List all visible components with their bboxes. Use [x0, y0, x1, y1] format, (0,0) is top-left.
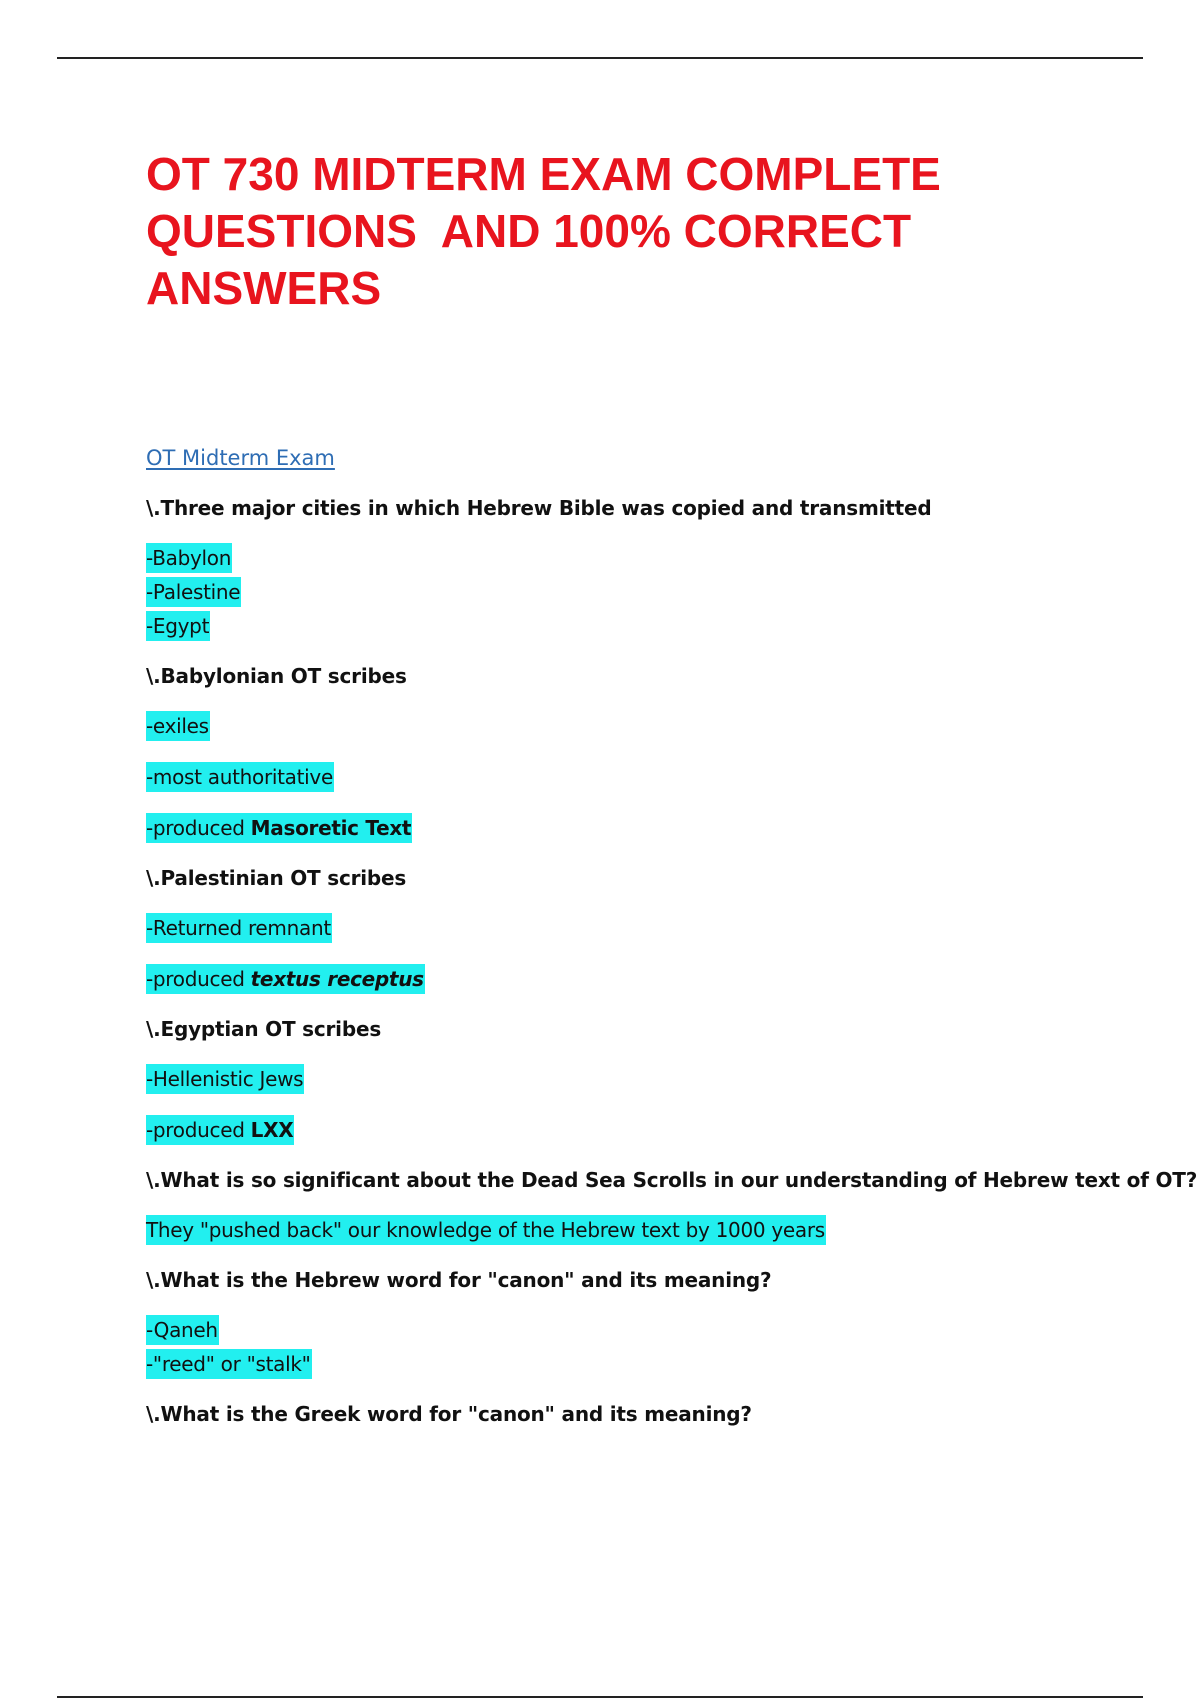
answer-emphasis: LXX	[250, 1118, 294, 1142]
answer-group-palestinian	[146, 916, 1106, 991]
answer-emphasis-italic: textus receptus	[250, 967, 424, 991]
answer-emphasis: Masoretic Text	[250, 816, 412, 840]
header-rule	[57, 57, 1143, 59]
answer-line	[146, 1218, 1106, 1242]
answer-highlight: -Hellenistic Jews	[146, 1064, 304, 1094]
answer-line	[146, 967, 1106, 991]
answer-line	[146, 580, 1106, 604]
answer-highlight	[146, 813, 412, 843]
answer-line	[146, 916, 1106, 940]
answer-highlight: -Babylon	[146, 543, 232, 573]
answer-highlight	[146, 1115, 294, 1145]
answer-prefix: -produced	[146, 1118, 251, 1142]
answer-prefix: -produced	[146, 816, 251, 840]
section-heading-link[interactable]: OT Midterm Exam	[146, 446, 335, 470]
answer-highlight	[146, 964, 425, 994]
answer-line	[146, 765, 1106, 789]
answer-highlight: -Returned remnant	[146, 913, 332, 943]
question-egyptian-scribes: \.Egyptian OT scribes	[146, 1017, 382, 1041]
answer-highlight: They "pushed back" our knowledge of the Hebrew text by 1000 years	[146, 1215, 826, 1245]
answer-group-babylonian	[146, 714, 1106, 840]
question-cities: \.Three major cities in which Hebrew Bible was copied and transmitted	[146, 496, 932, 520]
question-dead-sea-scrolls: \.What is so significant about the Dead Sea Scrolls in our understanding of Hebrew text of OT?	[146, 1168, 1198, 1192]
question-hebrew-canon: \.What is the Hebrew word for "canon" and its meaning?	[146, 1268, 772, 1292]
answer-group-dead-sea-scrolls	[146, 1218, 1106, 1242]
answer-line	[146, 1067, 1106, 1091]
answer-highlight: -Egypt	[146, 611, 210, 641]
answer-highlight: -Palestine	[146, 577, 241, 607]
question-greek-canon: \.What is the Greek word for "canon" and its meaning?	[146, 1402, 752, 1426]
answer-line	[146, 816, 1106, 840]
answer-line	[146, 614, 1106, 638]
answer-highlight: -"reed" or "stalk"	[146, 1349, 312, 1379]
answer-line	[146, 1118, 1106, 1142]
document-title: OT 730 MIDTERM EXAM COMPLETE QUESTIONS AND 100% CORRECT ANSWERS	[146, 148, 941, 314]
question-babylonian-scribes: \.Babylonian OT scribes	[146, 664, 407, 688]
answer-line	[146, 546, 1106, 570]
answer-prefix: -produced	[146, 967, 251, 991]
answer-line	[146, 714, 1106, 738]
answer-highlight: -most authoritative	[146, 762, 334, 792]
answer-line	[146, 1318, 1106, 1342]
answer-group-egyptian	[146, 1067, 1106, 1142]
question-palestinian-scribes: \.Palestinian OT scribes	[146, 866, 407, 890]
answer-highlight: -Qaneh	[146, 1315, 219, 1345]
document-body	[146, 146, 1198, 1426]
footer-rule	[57, 1696, 1143, 1698]
answer-emphasis	[251, 967, 424, 991]
answer-line	[146, 1352, 1106, 1376]
answer-group-hebrew-canon	[146, 1318, 1106, 1376]
answer-group-cities	[146, 546, 1106, 638]
answer-highlight: -exiles	[146, 711, 210, 741]
